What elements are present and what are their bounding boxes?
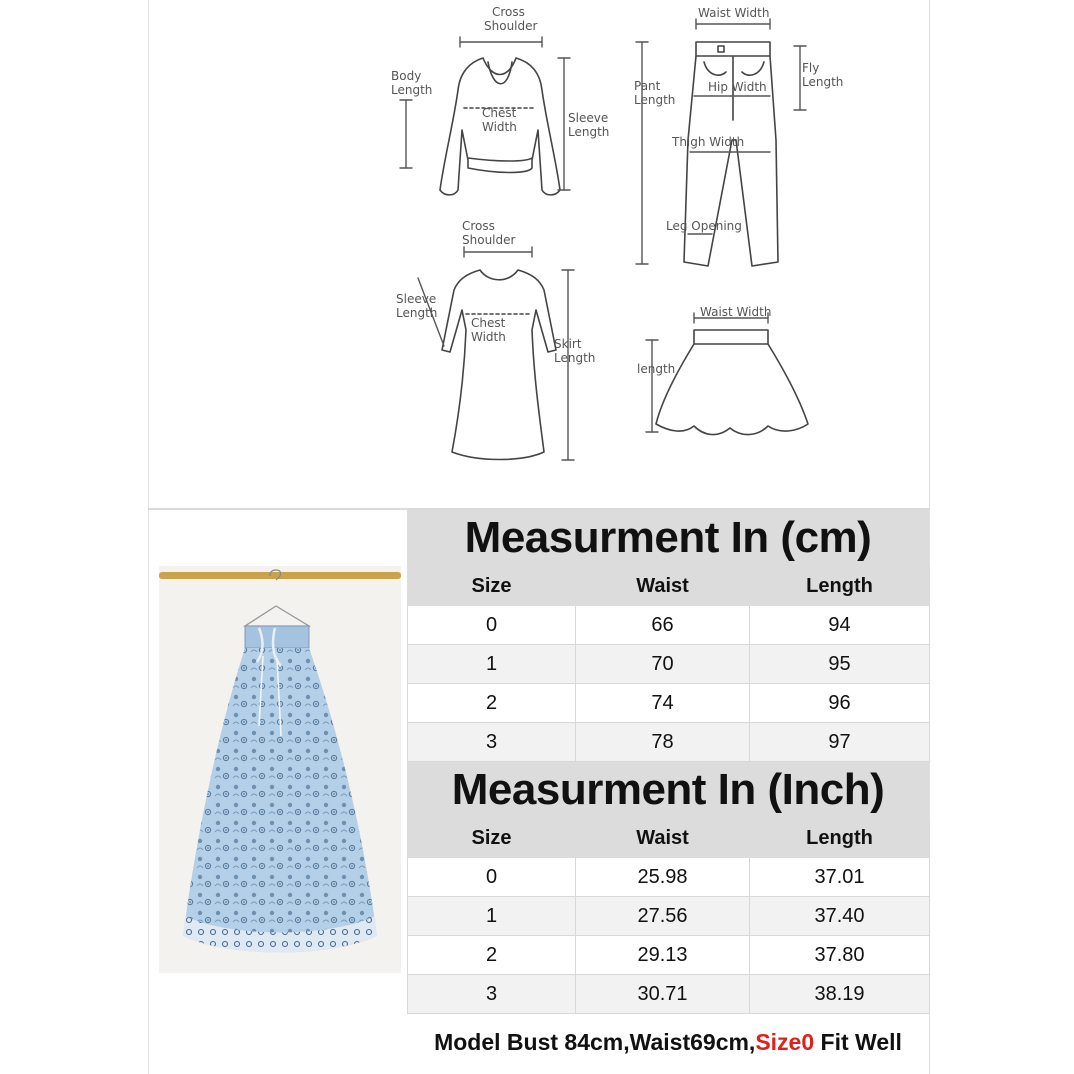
label-pants-fly-length-2: Length: [802, 75, 844, 89]
cell-waist: 74: [576, 684, 750, 723]
label-dress-skirt-length-2: Length: [554, 351, 596, 365]
cell-waist: 78: [576, 723, 750, 762]
label-skirt-length: length: [637, 362, 676, 376]
inch-header-length: Length: [750, 819, 930, 858]
cell-length: 37.80: [750, 936, 930, 975]
table-row: [408, 606, 930, 645]
cell-length: 95: [750, 645, 930, 684]
label-pants-pant-length-2: Length: [634, 93, 676, 107]
label-pants-hip-width: Hip Width: [708, 80, 767, 94]
label-top-sleeve-length-1: Sleeve: [568, 111, 609, 125]
label-top-chest-width-2: Width: [482, 120, 517, 134]
inch-header-waist: Waist: [576, 819, 750, 858]
label-skirt-waist-width: Waist Width: [700, 305, 772, 319]
cell-waist: 27.56: [576, 897, 750, 936]
label-top-body-length-1: Body: [391, 69, 422, 83]
label-top-sleeve-length-2: Length: [568, 125, 610, 139]
cell-length: 96: [750, 684, 930, 723]
cell-waist: 30.71: [576, 975, 750, 1014]
label-top-body-length-2: Length: [391, 83, 433, 97]
fit-note-prefix: Model Bust 84cm,Waist69cm,: [434, 1029, 756, 1055]
cell-size: 1: [408, 645, 576, 684]
cell-waist: 25.98: [576, 858, 750, 897]
label-dress-sleeve-length-1: Sleeve: [396, 292, 437, 306]
cell-length: 37.40: [750, 897, 930, 936]
cm-header-length: Length: [750, 567, 930, 606]
cell-size: 2: [408, 684, 576, 723]
label-dress-chest-width-2: Width: [471, 330, 506, 344]
fit-note-suffix: Fit Well: [814, 1029, 902, 1055]
table-row: [408, 684, 930, 723]
label-pants-pant-length-1: Pant: [634, 79, 661, 93]
cell-size: 1: [408, 897, 576, 936]
inch-table-title: Measurment In (Inch): [407, 762, 929, 818]
cm-header-size: Size: [408, 567, 576, 606]
inch-table-header-row: [408, 819, 930, 858]
measurement-diagram: [148, 0, 930, 508]
label-top-cross-shoulder-1: Cross: [492, 5, 525, 19]
cell-size: 0: [408, 606, 576, 645]
cell-length: 37.01: [750, 858, 930, 897]
label-pants-waist-width: Waist Width: [698, 6, 770, 20]
cell-size: 3: [408, 975, 576, 1014]
cell-length: 38.19: [750, 975, 930, 1014]
skirt-drawing: [656, 330, 808, 435]
table-row: [408, 723, 930, 762]
table-row: [408, 645, 930, 684]
cell-waist: 70: [576, 645, 750, 684]
product-photo: [159, 566, 401, 973]
cell-length: 97: [750, 723, 930, 762]
label-dress-sleeve-length-2: Length: [396, 306, 438, 320]
cell-size: 3: [408, 723, 576, 762]
dress-drawing: [442, 270, 556, 460]
cell-waist: 66: [576, 606, 750, 645]
model-fit-note: [407, 1022, 929, 1062]
fit-note-size: Size0: [755, 1029, 815, 1055]
cell-waist: 29.13: [576, 936, 750, 975]
label-top-cross-shoulder-2: Shoulder: [484, 19, 538, 33]
cm-table-title: Measurment In (cm): [407, 510, 929, 566]
label-dress-cross-shoulder-1: Cross: [462, 219, 495, 233]
cell-size: 2: [408, 936, 576, 975]
label-pants-thigh-width: Thigh Width: [672, 135, 745, 149]
label-pants-leg-opening: Leg Opening: [666, 219, 742, 233]
table-row: [408, 975, 930, 1014]
label-pants-fly-length-1: Fly: [802, 61, 820, 75]
cell-length: 94: [750, 606, 930, 645]
cm-table-header-row: [408, 567, 930, 606]
inch-header-size: Size: [408, 819, 576, 858]
inch-size-table: [407, 818, 930, 1014]
table-row: [408, 897, 930, 936]
label-top-chest-width-1: Chest: [482, 106, 517, 120]
label-dress-cross-shoulder-2: Shoulder: [462, 233, 516, 247]
cm-size-table: [407, 566, 930, 762]
cm-header-waist: Waist: [576, 567, 750, 606]
table-row: [408, 858, 930, 897]
label-dress-skirt-length-1: Skirt: [554, 337, 582, 351]
table-row: [408, 936, 930, 975]
cell-size: 0: [408, 858, 576, 897]
size-tables: [407, 510, 929, 1014]
label-dress-chest-width-1: Chest: [471, 316, 506, 330]
